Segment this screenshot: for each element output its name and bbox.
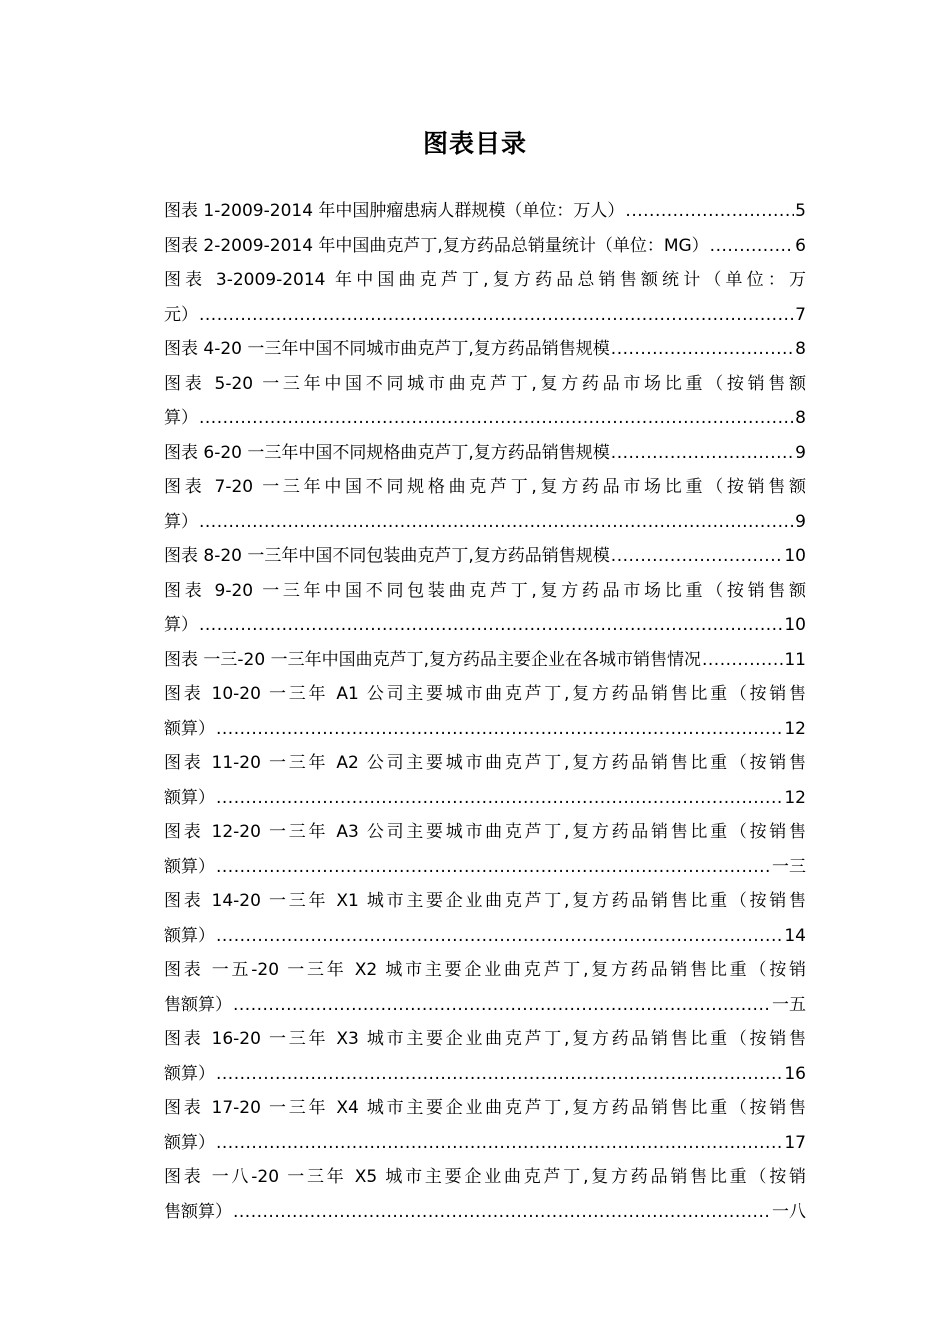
toc-page-number: 12 xyxy=(784,787,806,808)
toc-entry-text: 算） xyxy=(164,615,198,635)
toc-dot-leader xyxy=(199,401,794,436)
toc-entry[interactable] xyxy=(164,677,806,746)
toc-dot-leader xyxy=(216,850,771,885)
toc-entry-last-line xyxy=(164,643,806,678)
toc-page-number: 6 xyxy=(795,235,806,256)
toc-entry-last-line xyxy=(164,781,806,816)
toc-entry[interactable] xyxy=(164,470,806,539)
toc-entry-last-line xyxy=(164,332,806,367)
toc-dot-leader xyxy=(216,919,783,954)
toc-entry-text: 图表 5-20 一三年中国不同城市曲克芦丁,复方药品市场比重（按销售额 xyxy=(164,373,806,394)
toc-dot-leader xyxy=(625,194,794,229)
toc-entry[interactable] xyxy=(164,229,806,264)
toc-dot-leader xyxy=(216,712,783,747)
toc-entry-text: 额算） xyxy=(164,1063,215,1084)
toc-dot-leader xyxy=(710,229,795,264)
toc-entry-last-line xyxy=(164,505,806,540)
toc-page-number: 10 xyxy=(784,546,806,566)
toc-page-number: 16 xyxy=(784,1063,806,1084)
toc-entry-text: 额算） xyxy=(164,856,215,877)
table-of-figures xyxy=(164,194,806,1229)
toc-dot-leader xyxy=(216,1126,783,1161)
toc-entry-text: 图表 2-2009-2014 年中国曲克芦丁,复方药品总销量统计（单位：MG） xyxy=(164,235,709,256)
toc-page-number: 10 xyxy=(784,615,806,635)
toc-entry-last-line xyxy=(164,1126,806,1161)
toc-entry[interactable] xyxy=(164,539,806,574)
toc-entry-text: 额算） xyxy=(164,787,215,808)
toc-entry-text: 图表 6-20 一三年中国不同规格曲克芦丁,复方药品销售规模 xyxy=(164,442,610,463)
toc-dot-leader xyxy=(199,505,794,540)
toc-entry[interactable] xyxy=(164,1022,806,1091)
toc-entry[interactable] xyxy=(164,574,806,643)
toc-entry[interactable] xyxy=(164,643,806,678)
toc-dot-leader xyxy=(611,332,794,367)
toc-entry-last-line xyxy=(164,229,806,264)
toc-entry-last-line xyxy=(164,436,806,471)
toc-entry-text: 算） xyxy=(164,408,198,428)
toc-entry[interactable] xyxy=(164,815,806,884)
toc-page-number: 12 xyxy=(784,718,806,739)
toc-entry-last-line xyxy=(164,919,806,954)
toc-entry-text: 图表 8-20 一三年中国不同包装曲克芦丁,复方药品销售规模 xyxy=(164,546,610,566)
toc-entry-text: 额算） xyxy=(164,925,215,946)
toc-page-number: 8 xyxy=(795,339,806,359)
toc-dot-leader xyxy=(233,988,771,1023)
toc-entry-text: 售额算） xyxy=(164,994,232,1015)
toc-dot-leader xyxy=(611,539,784,574)
toc-entry-text: 图表 17-20 一三年 X4 城市主要企业曲克芦丁,复方药品销售比重（按销售 xyxy=(164,1098,806,1118)
toc-dot-leader xyxy=(702,643,783,678)
toc-page-number: 11 xyxy=(784,649,806,670)
toc-page-number: 一五 xyxy=(772,994,806,1015)
toc-entry-last-line xyxy=(164,1057,806,1092)
toc-entry-text: 图表 9-20 一三年中国不同包装曲克芦丁,复方药品市场比重（按销售额 xyxy=(164,580,806,601)
toc-page-number: 8 xyxy=(795,408,806,428)
toc-entry-text: 图表 7-20 一三年中国不同规格曲克芦丁,复方药品市场比重（按销售额 xyxy=(164,477,806,497)
toc-entry[interactable] xyxy=(164,1091,806,1160)
toc-entry[interactable] xyxy=(164,367,806,436)
toc-page-number: 一三 xyxy=(772,856,806,877)
toc-entry-text: 售额算） xyxy=(164,1201,232,1222)
toc-entry-text: 图表 11-20 一三年 A2 公司主要城市曲克芦丁,复方药品销售比重（按销售 xyxy=(164,753,806,773)
toc-page-number: 17 xyxy=(784,1132,806,1153)
toc-dot-leader xyxy=(216,1057,783,1092)
toc-entry[interactable] xyxy=(164,194,806,229)
toc-entry[interactable] xyxy=(164,884,806,953)
toc-entry[interactable] xyxy=(164,953,806,1022)
toc-entry-last-line xyxy=(164,401,806,436)
toc-entry-last-line xyxy=(164,850,806,885)
toc-entry[interactable] xyxy=(164,436,806,471)
toc-entry-text: 图表 14-20 一三年 X1 城市主要企业曲克芦丁,复方药品销售比重（按销售 xyxy=(164,891,806,911)
toc-entry-text: 图表 一五-20 一三年 X2 城市主要企业曲克芦丁,复方药品销售比重（按销 xyxy=(164,960,806,980)
toc-page-number: 7 xyxy=(795,304,806,325)
toc-entry-text: 元） xyxy=(164,304,198,325)
toc-dot-leader xyxy=(199,298,794,333)
page-title: 图表目录 xyxy=(422,129,527,158)
toc-entry-text: 图表 一三-20 一三年中国曲克芦丁,复方药品主要企业在各城市销售情况 xyxy=(164,649,701,670)
toc-entry-last-line xyxy=(164,1195,806,1230)
toc-entry-text: 算） xyxy=(164,511,198,532)
toc-entry-text: 图表 4-20 一三年中国不同城市曲克芦丁,复方药品销售规模 xyxy=(164,339,610,359)
toc-dot-leader xyxy=(216,781,783,816)
toc-entry-text: 额算） xyxy=(164,718,215,739)
toc-entry[interactable] xyxy=(164,746,806,815)
toc-entry-last-line xyxy=(164,298,806,333)
toc-entry-last-line xyxy=(164,712,806,747)
toc-entry[interactable] xyxy=(164,263,806,332)
toc-entry-text: 图表 16-20 一三年 X3 城市主要企业曲克芦丁,复方药品销售比重（按销售 xyxy=(164,1029,806,1049)
toc-entry-text: 图表 3-2009-2014 年中国曲克芦丁,复方药品总销售额统计（单位：万 xyxy=(164,270,806,290)
toc-entry[interactable] xyxy=(164,332,806,367)
toc-page-number: 9 xyxy=(795,442,806,463)
toc-dot-leader xyxy=(233,1195,771,1230)
toc-dot-leader xyxy=(199,608,783,643)
toc-entry-text: 图表 1-2009-2014 年中国肿瘤患病人群规模（单位：万人） xyxy=(164,201,625,221)
toc-entry-text: 额算） xyxy=(164,1132,215,1153)
toc-entry-last-line xyxy=(164,539,806,574)
toc-entry-text: 图表 12-20 一三年 A3 公司主要城市曲克芦丁,复方药品销售比重（按销售 xyxy=(164,822,806,842)
toc-page-number: 9 xyxy=(795,511,806,532)
toc-page-number: 一八 xyxy=(772,1201,806,1222)
toc-entry-text: 图表 10-20 一三年 A1 公司主要城市曲克芦丁,复方药品销售比重（按销售 xyxy=(164,684,806,704)
toc-entry-last-line xyxy=(164,988,806,1023)
toc-entry-last-line xyxy=(164,194,806,229)
toc-dot-leader xyxy=(611,436,794,471)
toc-entry-text: 图表 一八-20 一三年 X5 城市主要企业曲克芦丁,复方药品销售比重（按销 xyxy=(164,1167,806,1187)
toc-entry-last-line xyxy=(164,608,806,643)
toc-entry[interactable] xyxy=(164,1160,806,1229)
toc-page-number: 14 xyxy=(784,925,806,946)
toc-page-number: 5 xyxy=(795,201,806,221)
